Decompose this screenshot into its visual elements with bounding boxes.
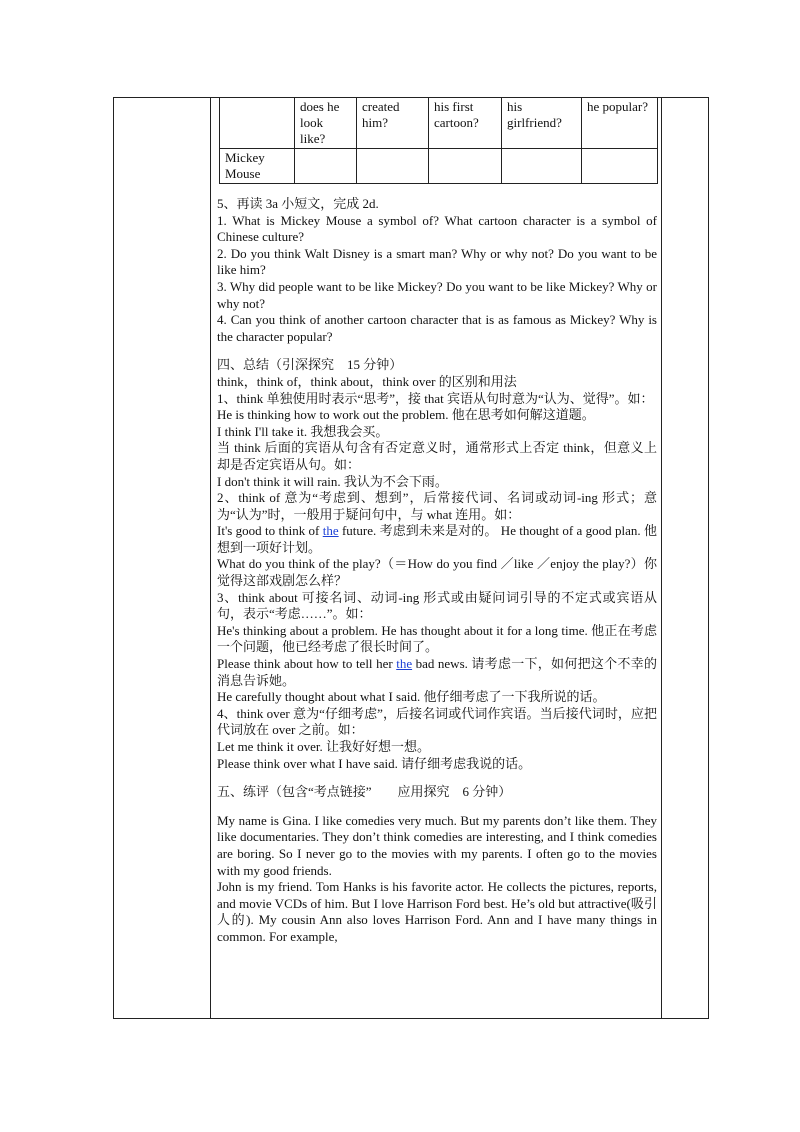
question-2: 2. Do you think Walt Disney is a smart man? Why or why not? Do you want to be like him? bbox=[217, 245, 657, 278]
table-cell bbox=[429, 149, 502, 184]
example-sentence: I think I'll take it. 我想我会买。 bbox=[217, 423, 389, 439]
think-over-rule: 4、think over 意为“仔细考虑”，后接名词或代词作宾语。当后接代词时，应把代词放在 over 之前。如： bbox=[217, 705, 657, 738]
question-4: 4. Can you think of another cartoon character that is as famous as Mickey? Why is the character popular? bbox=[217, 312, 657, 344]
section-5b-title: 五、练评（包含“考点链接” 应用探究 6 分钟） bbox=[217, 784, 512, 800]
table-row bbox=[220, 149, 658, 184]
think-rule-1-note: 当 think 后面的宾语从句含有否定意义时，通常形式上否定 think，但意义上却是否定宾语从句。如： bbox=[217, 440, 657, 472]
think-rule-1: 1、think 单独使用时表示“思考”，接 that 宾语从句时意为“认为、觉得”。如： bbox=[217, 390, 654, 406]
table-cell bbox=[295, 149, 357, 184]
example-sentence: I don't think it will rain. 我认为不会下雨。 bbox=[217, 473, 448, 489]
table-cell: does he look like? bbox=[295, 98, 357, 149]
question-1: 1. What is Mickey Mouse a symbol of? What cartoon character is a symbol of Chinese culture? bbox=[217, 212, 657, 245]
example-sentence bbox=[217, 523, 657, 556]
question-3: 3. Why did people want to be like Mickey? Do you want to be like Mickey? Why or why not? bbox=[217, 278, 657, 311]
example-sentence: Let me think it over. 让我好好想一想。 bbox=[217, 739, 431, 754]
reading-passage-1: My name is Gina. I like comedies very much. But my parents don’t like them. They like documentaries. They don’t think comedies are interesting, and I think comedies are boring. So I never go to the movies with my parents. I often go to the movies with my good friends. bbox=[217, 812, 657, 878]
table-cell bbox=[502, 149, 582, 184]
example-sentence: Please think over what I have said. 请仔细考虑我说的话。 bbox=[217, 755, 532, 771]
table-cell bbox=[582, 149, 658, 184]
example-sentence: He carefully thought about what I said. 他仔细考虑了一下我所说的话。 bbox=[217, 689, 606, 705]
sentence-text: Please think about how to tell her bbox=[217, 656, 397, 672]
hyperlink-the[interactable]: the bbox=[322, 523, 339, 539]
column-divider bbox=[661, 98, 662, 1018]
column-divider bbox=[210, 98, 211, 1018]
reading-passage-2: John is my friend. Tom Hanks is his favorite actor. He collects the pictures, reports, and movie VCDs of him. But I love Harrison Ford best. He’s old but attractive(吸引人的). My cousin Ann also loves Harrison Ford. Ann and I have many things in common. For example, bbox=[217, 879, 657, 944]
table-row bbox=[220, 98, 658, 149]
lesson-content bbox=[217, 97, 657, 946]
hyperlink-the[interactable]: the bbox=[396, 656, 413, 672]
summary-intro: think，think of，think about，think over 的区别和用法 bbox=[217, 373, 517, 389]
sentence-text: future. 考虑到未来是对的。 He thought of a good plan. 他想到一项好计划。 bbox=[217, 523, 657, 555]
mickey-mouse-table bbox=[219, 97, 658, 184]
table-cell: Mickey Mouse bbox=[220, 149, 295, 184]
table-cell: his first cartoon? bbox=[429, 98, 502, 149]
section-5-title: 5、再读 3a 小短文，完成 2d. bbox=[217, 196, 379, 211]
table-cell: created him? bbox=[357, 98, 429, 149]
think-of-rule: 2、think of 意为“考虑到、想到”，后常接代词、名词或动词-ing 形式；意为“认为”时，一般用于疑问句中，与 what 连用。如： bbox=[217, 490, 657, 522]
table-cell bbox=[357, 149, 429, 184]
example-sentence: He's thinking about a problem. He has thought about it for a long time. 他正在考虑一个问题，他已经考虑了很长时间了。 bbox=[217, 622, 657, 655]
table-cell bbox=[220, 98, 295, 149]
example-sentence: He is thinking how to work out the problem. 他在思考如何解这道题。 bbox=[217, 407, 595, 423]
section-4-title: 四、总结（引深探究 15 分钟） bbox=[217, 357, 403, 373]
sentence-text: bad news. 请考虑一下，如何把这个不幸的消息告诉她。 bbox=[217, 656, 657, 688]
think-about-rule: 3、think about 可接名词、动词-ing 形式或由疑问词引导的不定式或宾语从句，表示“考虑……”。如： bbox=[217, 589, 657, 622]
sentence-text: It's good to think of bbox=[217, 523, 323, 539]
table-cell: he popular? bbox=[582, 98, 658, 149]
example-sentence bbox=[217, 656, 657, 689]
table-cell: his girlfriend? bbox=[502, 98, 582, 149]
example-sentence: What do you think of the play?（＝How do you find ／like ／enjoy the play?）你觉得这部戏剧怎么样？ bbox=[217, 556, 657, 589]
